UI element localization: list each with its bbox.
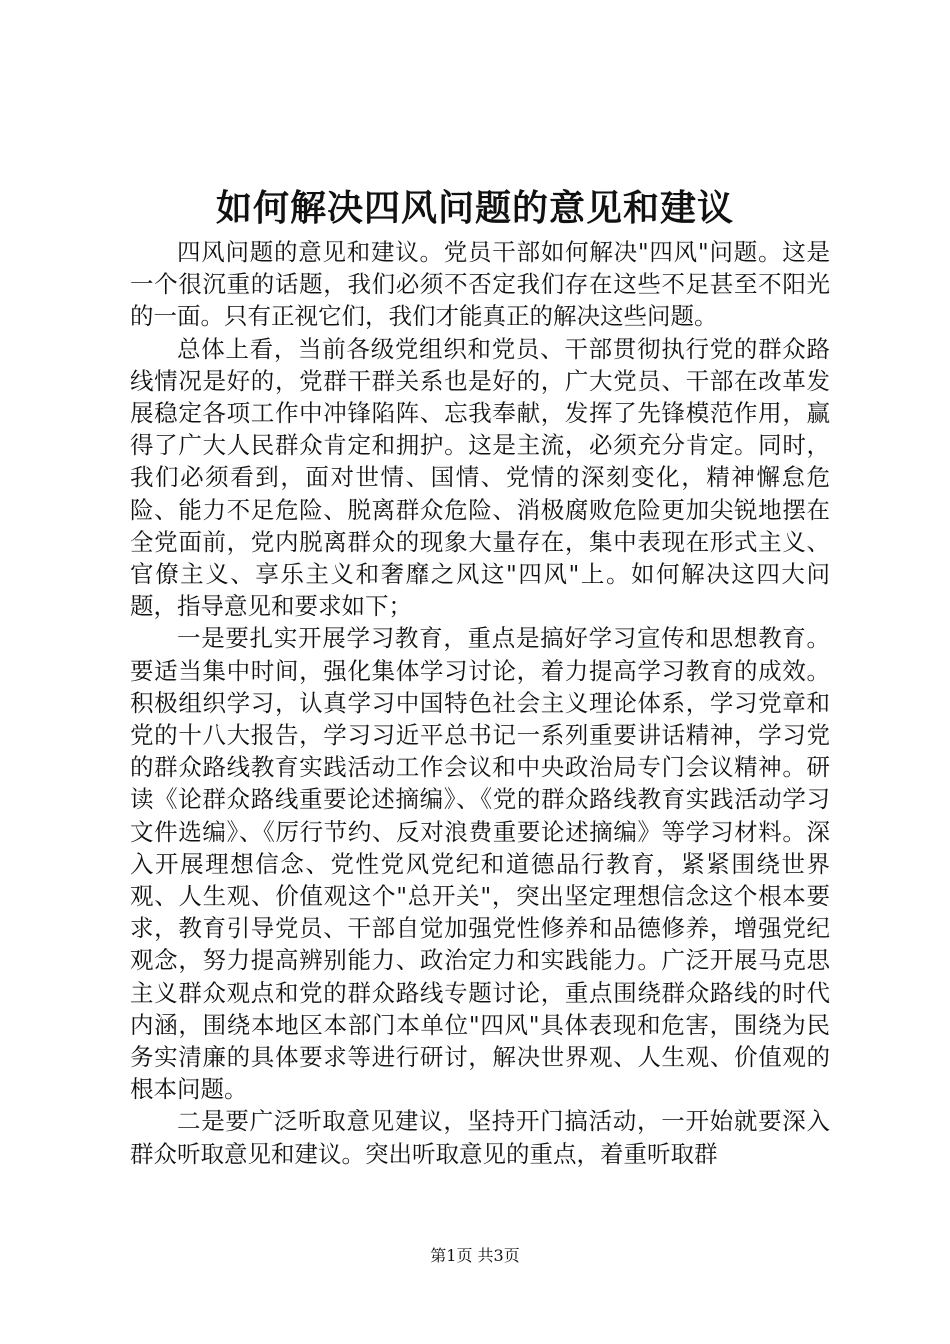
paragraph-2: 总体上看，当前各级党组织和党员、干部贯彻执行党的群众路线情况是好的，党群干群关系也是好的，广大党员、干部在改革发展稳定各项工作中冲锋陷阵、忘我奉献，发挥了先锋模范作用，赢得了广大人民群众肯定和拥护。这是主流，必须充分肯定。同时，我们必须看到，面对世情、国情、党情的深刻变化，精神懈怠危险、能力不足危险、脱离群众危险、消极腐败危险更加尖锐地摆在全党面前，党内脱离群众的现象大量存在，集中表现在形式主义、官僚主义、享乐主义和奢靡之风这"四风"上。如何解决这四大问题，指导意见和要求如下； <box>130 334 830 621</box>
document-body <box>130 236 830 1170</box>
paragraph-1: 四风问题的意见和建议。党员干部如何解决"四风"问题。这是一个很沉重的话题，我们必须不否定我们存在这些不足甚至不阳光的一面。只有正视它们，我们才能真正的解决这些问题。 <box>130 238 830 331</box>
page-footer: 第1页 共3页 <box>430 1246 520 1265</box>
paragraph-4: 二是要广泛听取意见建议，坚持开门搞活动，一开始就要深入群众听取意见和建议。突出听取意见的重点，着重听取群 <box>130 1107 830 1168</box>
document-title: 如何解决四风问题的意见和建议 <box>215 187 734 229</box>
paragraph-3: 一是要扎实开展学习教育，重点是搞好学习宣传和思想教育。要适当集中时间，强化集体学习讨论，着力提高学习教育的成效。积极组织学习，认真学习中国特色社会主义理论体系，学习党章和党的十八大报告，学习习近平总书记一系列重要讲话精神，学习党的群众路线教育实践活动工作会议和中央政治局专门会议精神。研读《论群众路线重要论述摘编》、《党的群众路线教育实践活动学习文件选编》、《厉行节约、反对浪费重要论述摘编》等学习材料。深入开展理想信念、党性党风党纪和道德品行教育，紧紧围绕世界观、人生观、价值观这个"总开关"，突出坚定理想信念这个根本要求，教育引导党员、干部自觉加强党性修养和品德修养，增强党纪观念，努力提高辨别能力、政治定力和实践能力。广泛开展马克思主义群众观点和党的群众路线专题讨论，重点围绕群众路线的时代内涵，围绕本地区本部门本单位"四风"具体表现和危害，围绕为民务实清廉的具体要求等进行研讨，解决世界观、人生观、价值观的根本问题。 <box>130 624 830 1104</box>
